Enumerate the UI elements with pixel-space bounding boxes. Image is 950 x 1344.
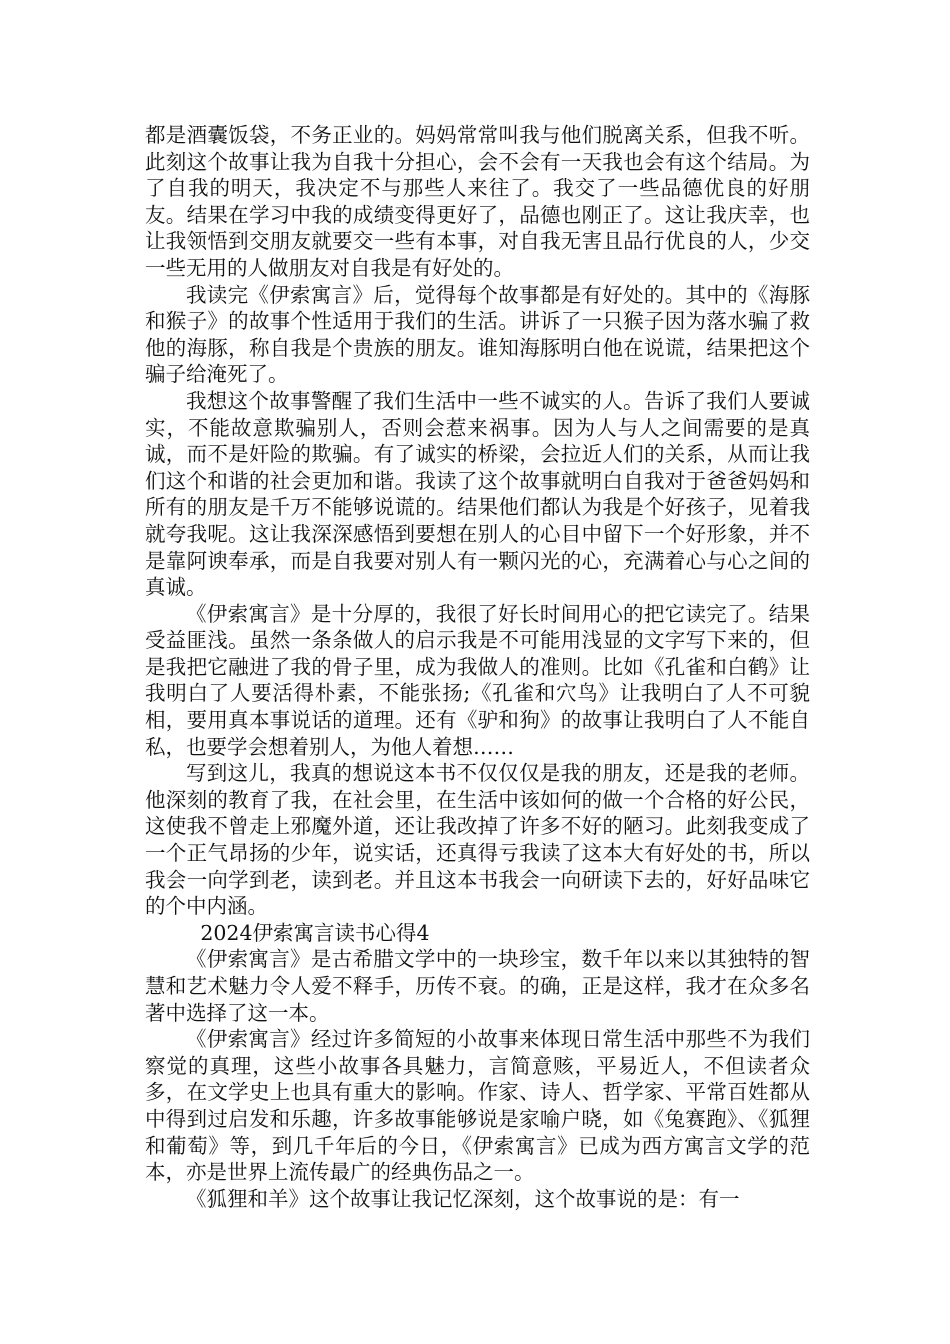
section-heading: 2024伊索寓言读书心得4: [200, 920, 430, 945]
paragraph-6: 《伊索寓言》是古希腊文学中的一块珍宝，数千年以来以其独特的智慧和艺术魅力令人爱不释手，历传不衰。的确，正是这样，我才在众多名著中选择了这一本。: [145, 947, 810, 1025]
document-body: [145, 122, 810, 1212]
paragraph-4: 《伊索寓言》是十分厚的，我很了好长时间用心的把它读完了。结果受益匪浅。虽然一条条做人的启示我是不可能用浅显的文字写下来的，但是我把它融进了我的骨子里，成为我做人的准则。比如《孔雀和白鹤》让我明白了人要活得朴素，不能张扬;《孔雀和穴鸟》让我明白了人不可貌相，要用真本事说话的道理。还有《驴和狗》的故事让我明白了人不能自私，也要学会想着别人，为他人着想……: [145, 601, 810, 759]
paragraph-7: 《伊索寓言》经过许多简短的小故事来体现日常生活中那些不为我们察觉的真理，这些小故事各具魅力，言简意赅，平易近人，不但读者众多，在文学史上也具有重大的影响。作家、诗人、哲学家、平常百姓都从中得到过启发和乐趣，许多故事能够说是家喻户晓，如《兔赛跑》、《狐狸和葡萄》等，到几千年后的今日，《伊索寓言》已成为西方寓言文学的范本，亦是世界上流传最广的经典伤品之一。: [145, 1027, 810, 1185]
paragraph-1: 都是酒囊饭袋，不务正业的。妈妈常常叫我与他们脱离关系，但我不听。此刻这个故事让我为自我十分担心，会不会有一天我也会有这个结局。为了自我的明天，我决定不与那些人来往了。我交了一些品德优良的好朋友。结果在学习中我的成绩变得更好了，品德也刚正了。这让我庆幸，也让我领悟到交朋友就要交一些有本事，对自我无害且品行优良的人，少交一些无用的人做朋友对自我是有好处的。: [145, 123, 810, 280]
paragraph-8: 《狐狸和羊》这个故事让我记忆深刻，这个故事说的是：有一: [186, 1186, 740, 1211]
paragraph-3: 我想这个故事警醒了我们生活中一些不诚实的人。告诉了我们人要诚实，不能故意欺骗别人，否则会惹来祸事。因为人与人之间需要的是真诚，而不是奸险的欺骗。有了诚实的桥梁，会拉近人们的关系，从而让我们这个和谐的社会更加和谐。我读了这个故事就明白自我对于爸爸妈妈和所有的朋友是千万不能够说谎的。结果他们都认为我是个好孩子，见着我就夸我呢。这让我深深感悟到要想在别人的心目中留下一个好形象，并不是靠阿谀奉承，而是自我要对别人有一颗闪光的心，充满着心与心之间的真诚。: [145, 388, 810, 600]
paragraph-2: 我读完《伊索寓言》后，觉得每个故事都是有好处的。其中的《海豚和猴子》的故事个性适用于我们的生活。讲诉了一只猴子因为落水骗了救他的海豚，称自我是个贵族的朋友。谁知海豚明白他在说谎，结果把这个骗子给淹死了。: [145, 282, 810, 387]
paragraph-5: 写到这儿，我真的想说这本书不仅仅仅是我的朋友，还是我的老师。他深刻的教育了我，在社会里，在生活中该如何的做一个合格的好公民，这使我不曾走上邪魔外道，还让我改掉了许多不好的陋习。此刻我变成了一个正气昂扬的少年，说实话，还真得亏我读了这本大有好处的书，所以我会一向学到老，读到老。并且这本书我会一向研读下去的，好好品味它的个中内涵。: [145, 761, 810, 919]
